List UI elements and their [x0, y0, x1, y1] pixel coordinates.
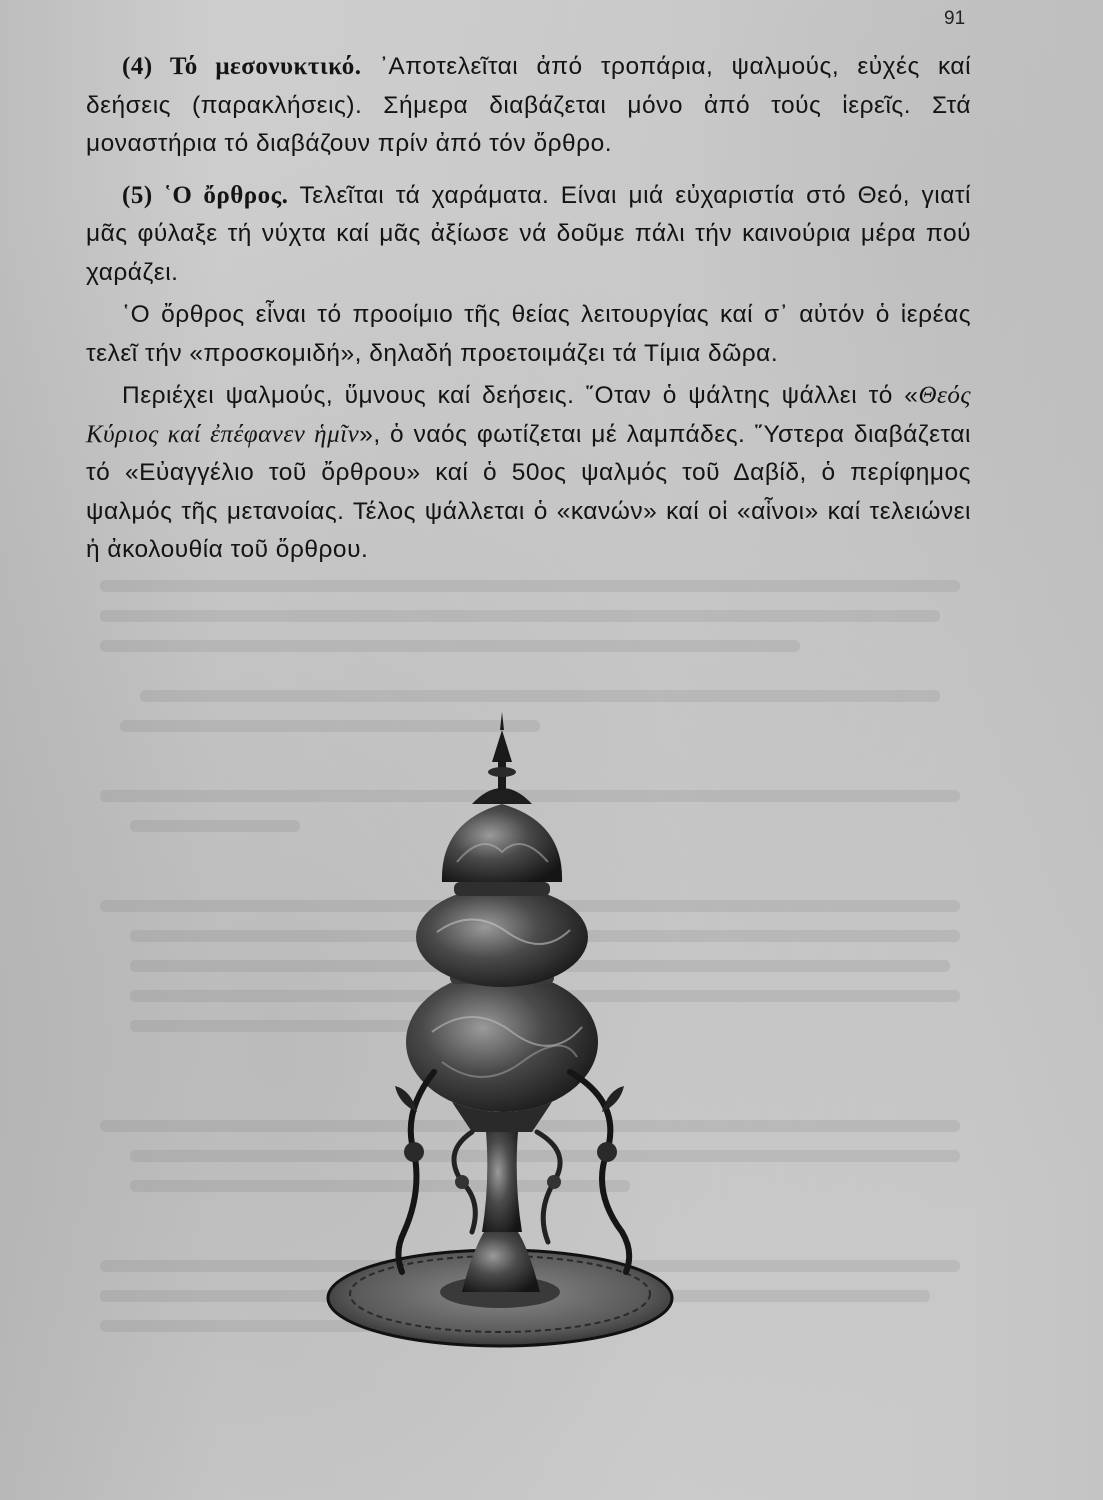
censer-illustration — [322, 712, 702, 1352]
section-text: Τελεῖται τά χαράματα. Είναι μιά εὐχαριστία στό Θεό, γιατί μᾶς φύλαξε τή νύχτα καί μᾶς ἀξίωσε νά δοῦμε πάλι τήν καινούρια μέρα πού χαράζει. — [86, 181, 971, 286]
paragraph-proskomidi: ῾Ο ὄρθρος εἶναι τό προοίμιο τῆς θείας λειτουργίας καί σ᾽ αὐτόν ὁ ἱερέας τελεῖ τήν «προσκομιδή», δηλαδή προετοιμάζει τά Τίμια δῶρα. — [86, 301, 971, 367]
section-heading: (4) Τό μεσονυκτικό. — [122, 53, 362, 80]
paragraph-text: Περιέχει ψαλμούς, ὕμνους καί δεήσεις. ῞Οταν ὁ ψάλτης ψάλλει τό « — [122, 382, 919, 409]
section-orthros — [86, 177, 971, 293]
section-text: ᾽Αποτελεῖται ἀπό τροπάρια, ψαλμούς, εὐχές καί δεήσεις (παρακλήσεις). Σήμερα διαβάζεται μόνο ἀπό τούς ἱερεῖς. Στά μοναστήρια τό διαβάζουν πρίν ἀπό τόν ὄρθρο. — [86, 53, 972, 157]
hymn-quote: Θεός Κύριος καί ἐπέφανεν ἡμῖν — [86, 382, 971, 448]
section-mesonyktiko — [86, 48, 971, 164]
censer-icon — [322, 712, 702, 1357]
paragraph-text: », ὁ ναός φωτίζεται μέ λαμπάδες. ῞Υστερα διαβάζεται τό «Εὐαγγέλιο τοῦ ὄρθρου» καί ὁ 50ος ψαλμός τοῦ Δαβίδ, ὁ περίφημος ψαλμός τῆς μετανοίας. Τέλος ψάλλεται ὁ «κανών» καί οἱ «αἶνοι» καί τελειώνει ἡ ἀκολουθία τοῦ ὄρθρου. — [86, 420, 971, 563]
body-text — [86, 48, 971, 570]
paragraph-orthros-content — [86, 377, 971, 570]
section-heading: (5) ῾Ο ὄρθρος. — [122, 181, 289, 209]
page-number: 91 — [944, 8, 966, 29]
